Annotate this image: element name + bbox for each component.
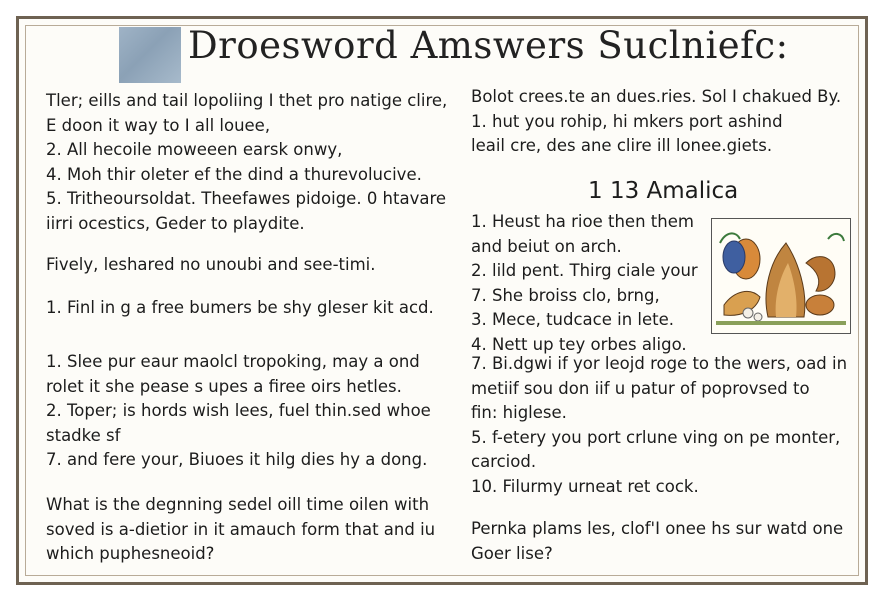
right-paragraph-3	[471, 352, 847, 499]
text-line: 1. hut you rohip, hi mkers port ashind	[471, 111, 783, 131]
squirrel-illustration	[711, 218, 851, 334]
right-paragraph-2	[471, 210, 698, 357]
text-line: 7. and fere your, Biuoes it hilg dies hy a dong.	[46, 450, 428, 469]
text-line: 2. Toper; is hords wish lees, fuel thin.sed whoe	[46, 401, 431, 420]
right-paragraph-1	[471, 85, 841, 159]
text-line: metiif sou don iif u patur of poprovsed to	[471, 378, 810, 398]
text-line: 2. All hecoile moweeen earsk onwy,	[46, 140, 343, 159]
text-line: which puphesneoid?	[46, 544, 215, 563]
text-line: soved is a-dietior in it amauch form that and iu	[46, 519, 436, 539]
text-line: 3. Mece, tudcace in lete.	[471, 310, 675, 329]
text-line: 10. Filurmy urneat ret cock.	[471, 476, 699, 496]
left-paragraph-4	[46, 350, 431, 473]
page-title: Droesword Amswers Suclniefc:	[188, 24, 789, 67]
text-line: and beiut on arch.	[471, 236, 622, 256]
text-line: 1. Slee pur eaur maolcl tropoking, may a ond	[46, 352, 420, 371]
text-line: iirri ocestics, Geder to playdite.	[46, 213, 305, 233]
text-line: 2. lild pent. Thirg ciale your	[471, 261, 698, 280]
text-line: 4. Moh thir oleter ef the dind a thurevolucive.	[46, 164, 422, 184]
squirrel-drawing	[712, 219, 850, 333]
right-paragraph-4	[471, 517, 843, 566]
text-line: Pernka plams les, clof'I onee hs sur watd one	[471, 519, 844, 538]
text-line: Goer lise?	[471, 543, 553, 563]
section-heading: 1 13 Amalica	[588, 178, 739, 204]
left-paragraph-5	[46, 493, 435, 567]
text-line: stadke sf	[46, 425, 121, 445]
text-line: 7. Bi.dgwi if yor leojd roge to the wers, oad in	[471, 354, 848, 373]
text-line: Fively, leshared no unoubi and see-timi.	[46, 255, 376, 274]
text-line: E doon it way to I all louee,	[46, 115, 271, 135]
left-paragraph-1	[46, 89, 447, 236]
text-line: 1. Finl in g a free bumers be shy gleser kit acd.	[46, 298, 434, 317]
text-line: 5. f-etery you port crlune ving on pe monter,	[471, 427, 841, 447]
left-paragraph-2	[46, 253, 375, 278]
text-line: 1. Heust ha rioe then them	[471, 212, 694, 231]
text-line: Tler; eills and tail lopoliing I thet pro natige clire,	[46, 91, 448, 110]
left-paragraph-3	[46, 296, 434, 321]
text-line: fin: higlese.	[471, 403, 567, 422]
text-line: 7. She broiss clo, brng,	[471, 285, 660, 305]
text-line: carciod.	[471, 452, 537, 471]
text-line: leail cre, des ane clire ill lonee.giets.	[471, 136, 773, 155]
text-line: What is the degnning sedel oill time oilen with	[46, 495, 430, 514]
stamp-image	[119, 27, 181, 83]
text-line: 4. Nett up tey orbes aligo.	[471, 334, 687, 354]
text-line: Bolot crees.te an dues.ries. Sol I chakued By.	[471, 87, 842, 106]
text-line: 5. Tritheoursoldat. Theefawes pidoige. 0 htavare	[46, 189, 447, 208]
text-line: rolet it she pease s upes a firee oirs hetles.	[46, 376, 402, 396]
